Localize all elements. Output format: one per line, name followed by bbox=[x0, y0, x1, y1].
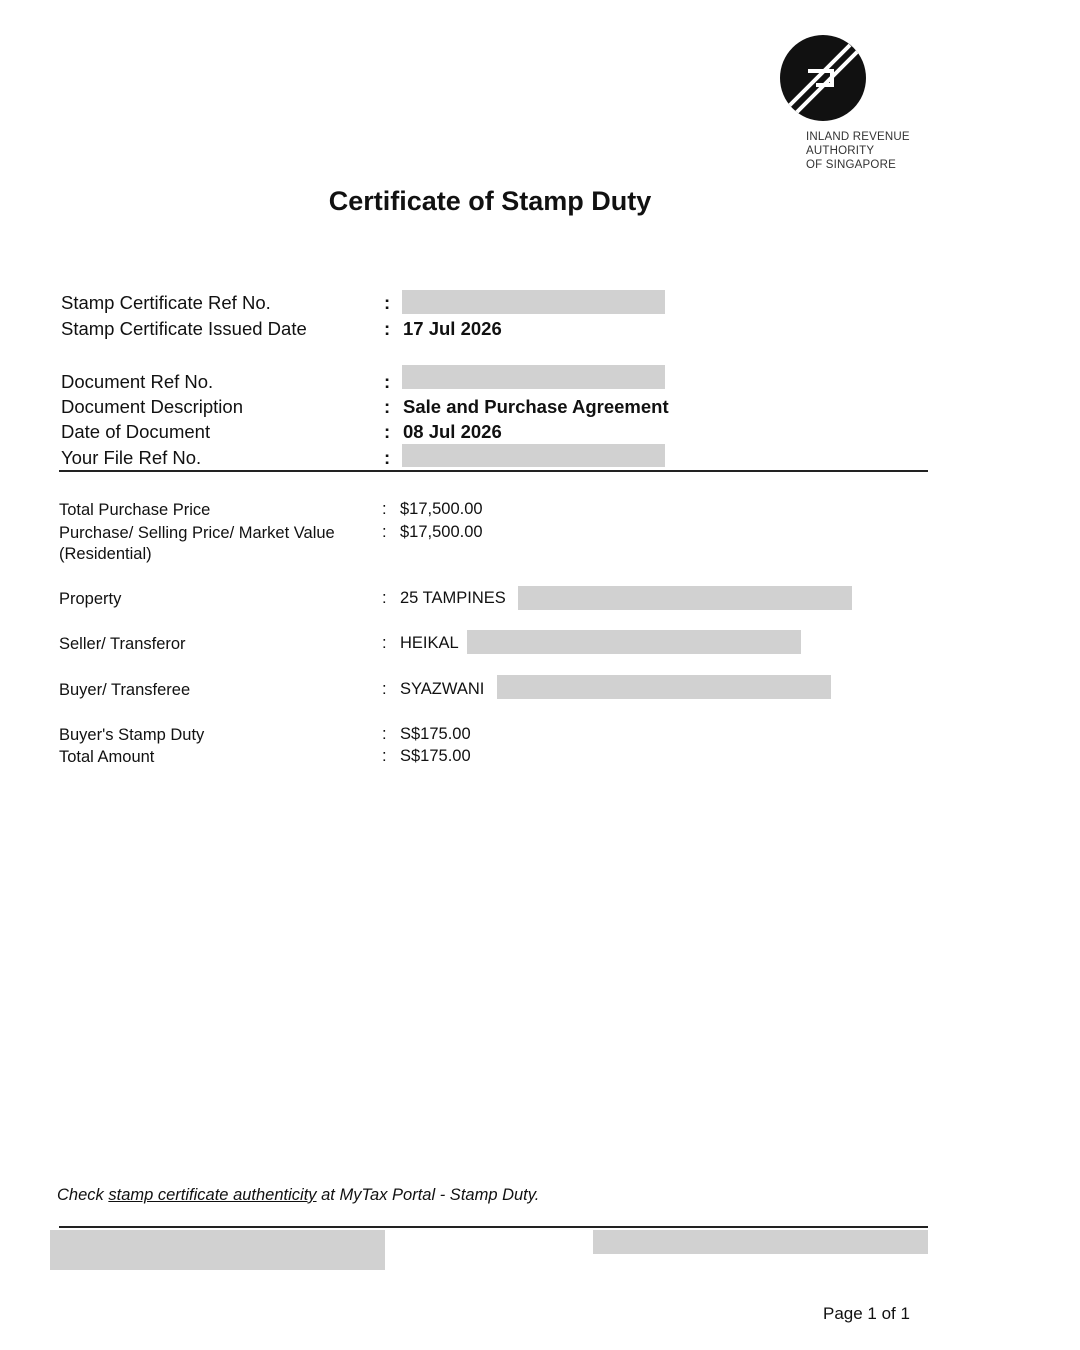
redaction-box bbox=[518, 586, 852, 610]
authenticity-link[interactable]: stamp certificate authenticity bbox=[108, 1186, 317, 1204]
redaction-box bbox=[402, 365, 665, 389]
separator: : bbox=[384, 421, 391, 442]
separator: : bbox=[382, 523, 387, 541]
page-title: Certificate of Stamp Duty bbox=[328, 186, 652, 216]
doc-date-label: Date of Document bbox=[61, 421, 211, 442]
authenticity-note bbox=[57, 1186, 539, 1205]
market-value-value: $17,500.00 bbox=[400, 523, 483, 541]
separator: : bbox=[382, 589, 387, 607]
redaction-box bbox=[497, 675, 831, 699]
separator: : bbox=[382, 747, 387, 765]
separator: : bbox=[384, 396, 391, 417]
redaction-box bbox=[50, 1230, 385, 1270]
total-purchase-price-label: Total Purchase Price bbox=[59, 501, 211, 519]
page-number: Page 1 of 1 bbox=[823, 1304, 910, 1323]
buyer-stamp-duty-label: Buyer's Stamp Duty bbox=[59, 726, 205, 744]
authenticity-note-prefix: Check bbox=[57, 1186, 109, 1204]
file-ref-label: Your File Ref No. bbox=[61, 447, 202, 468]
org-name-line: INLAND REVENUE bbox=[806, 131, 910, 143]
doc-date-value: 08 Jul 2026 bbox=[403, 421, 502, 442]
buyer-label: Buyer/ Transferee bbox=[59, 681, 191, 699]
separator: : bbox=[384, 371, 391, 392]
redaction-box bbox=[467, 630, 801, 654]
doc-description-label: Document Description bbox=[61, 396, 243, 417]
authenticity-note-suffix: at MyTax Portal - Stamp Duty. bbox=[316, 1186, 540, 1204]
divider bbox=[59, 470, 928, 472]
buyer-value: SYAZWANI bbox=[400, 680, 485, 698]
org-name-line: OF SINGAPORE bbox=[806, 159, 896, 171]
separator: : bbox=[384, 318, 391, 339]
redaction-box bbox=[402, 444, 665, 467]
redaction-box bbox=[402, 290, 665, 314]
iras-emblem-icon bbox=[778, 33, 868, 123]
market-value-label-2: (Residential) bbox=[59, 545, 152, 563]
separator: : bbox=[384, 447, 391, 468]
separator: : bbox=[382, 680, 387, 698]
separator: : bbox=[382, 725, 387, 743]
total-purchase-price-value: $17,500.00 bbox=[400, 500, 483, 518]
separator: : bbox=[382, 634, 387, 652]
divider bbox=[59, 1226, 928, 1228]
separator: : bbox=[382, 500, 387, 518]
cert-issued-date-value: 17 Jul 2026 bbox=[403, 318, 502, 339]
separator: : bbox=[384, 292, 391, 313]
total-amount-value: S$175.00 bbox=[400, 747, 471, 765]
property-label: Property bbox=[59, 590, 122, 608]
redaction-box bbox=[593, 1230, 928, 1254]
doc-ref-label: Document Ref No. bbox=[61, 371, 214, 392]
cert-issued-date-label: Stamp Certificate Issued Date bbox=[61, 318, 307, 339]
cert-ref-label: Stamp Certificate Ref No. bbox=[61, 292, 271, 313]
org-name-line: AUTHORITY bbox=[806, 145, 875, 157]
total-amount-label: Total Amount bbox=[59, 748, 155, 766]
market-value-label: Purchase/ Selling Price/ Market Value bbox=[59, 524, 335, 542]
doc-description-value: Sale and Purchase Agreement bbox=[403, 396, 669, 417]
property-value: 25 TAMPINES bbox=[400, 589, 506, 607]
seller-label: Seller/ Transferor bbox=[59, 635, 186, 653]
seller-value: HEIKAL bbox=[400, 634, 459, 652]
buyer-stamp-duty-value: S$175.00 bbox=[400, 725, 471, 743]
